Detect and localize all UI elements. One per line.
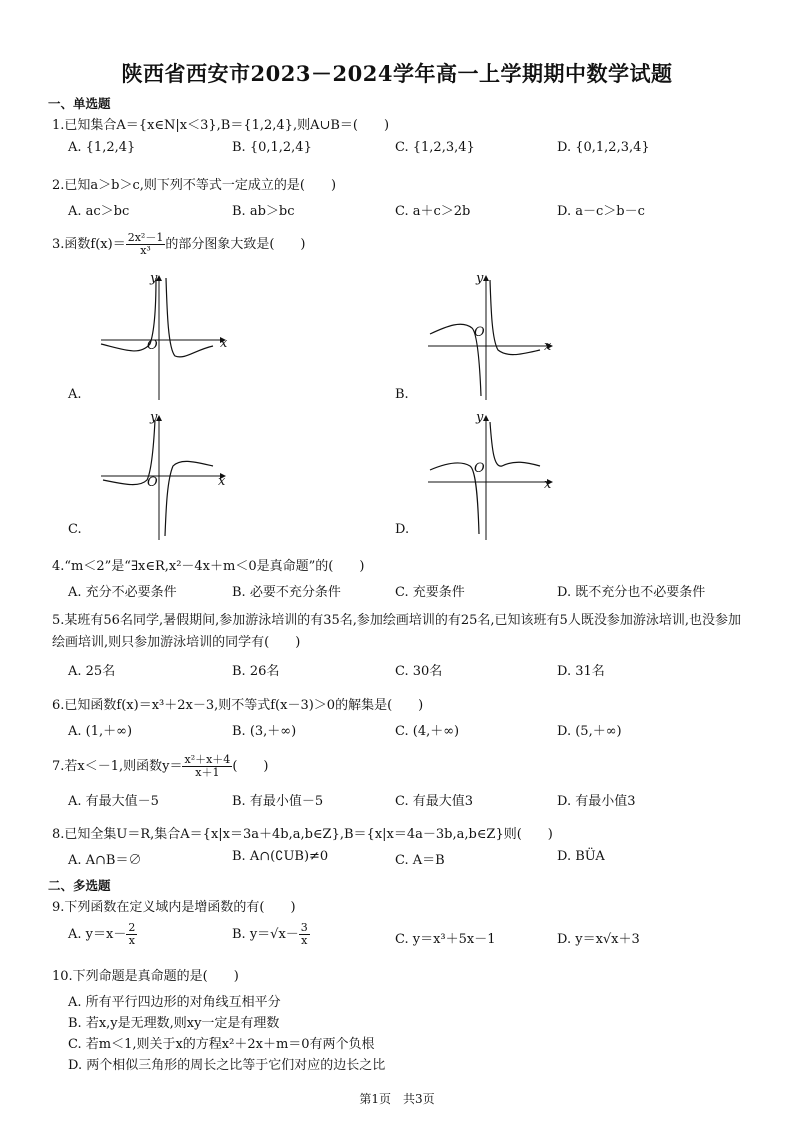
graph-d [422,410,562,545]
question-10-option-d: D. 两个相似三角形的周长之比等于它们对应的边长之比 [68,1058,386,1073]
question-5-option-a: A. 25名 [68,664,116,679]
question-9-option-a [68,922,137,947]
page-title: 陕西省西安市2023－2024学年高一上学期期中数学试题 [121,61,673,86]
denominator: x [301,934,308,947]
question-7-stem [52,754,268,779]
question-9-option-c: C. y＝x³＋5x－1 [395,932,496,947]
question-2-option-b: B. ab＞bc [232,204,295,219]
graph-d-option-label: D. [395,522,410,537]
graph-b-x-label: x [544,339,552,354]
graph-d-origin-label: O [474,461,485,476]
question-7-numerator: x²＋x＋4 [184,753,231,766]
graph-c-origin-label: O [147,475,158,490]
graph-a [95,270,235,405]
question-8-option-a: A. A∩B＝∅ [68,853,142,868]
question-4-option-c: C. 充要条件 [395,585,465,600]
curve-right [165,461,213,536]
numerator: 3 [300,921,308,934]
question-9-option-b [232,922,310,947]
question-6-option-c: C. (4,＋∞) [395,724,460,739]
question-8-stem: 8.已知全集U＝R,集合A＝{x|x＝3a＋4b,a,b∈Z},B＝{x|x＝4a－3b,a,b∈Z}则( ) [52,827,553,842]
question-8-option-d: D. BÜA [557,849,605,864]
question-5-option-b: B. 26名 [232,664,280,679]
question-9-stem: 9.下列函数在定义域内是增函数的有( ) [52,900,296,915]
question-4-option-b: B. 必要不充分条件 [232,585,341,600]
question-10-option-a: A. 所有平行四边形的对角线互相平分 [68,995,281,1010]
graph-a-origin-label: O [147,338,158,353]
question-6-option-a: A. (1,＋∞) [68,724,133,739]
graph-b-origin-label: O [474,325,485,340]
question-10-option-c: C. 若m＜1,则关于x的方程x²＋2x＋m＝0有两个负根 [68,1037,375,1052]
question-1-option-d: D. {0,1,2,3,4} [557,140,650,155]
question-7-stem-suffix: ( ) [232,759,269,774]
question-4-option-d: D. 既不充分也不必要条件 [557,585,706,600]
denominator: x [128,934,135,947]
question-7-option-a: A. 有最大值－5 [68,794,159,809]
question-10-stem: 10.下列命题是真命题的是( ) [52,969,239,984]
curve-right [166,278,213,357]
graph-b-option-label: B. [395,387,409,402]
graph-d-y-label: y [476,410,484,425]
question-7-option-c: C. 有最大值3 [395,794,474,809]
question-5-option-d: D. 31名 [557,664,605,679]
question-5-stem: 5.某班有56名同学,暑假期间,参加游泳培训的有35名,参加绘画培训的有25名,已知该班有5人既没参加游泳培训,也没参加绘画培训,则只参加游泳培训的同学有( ) [52,613,741,650]
question-7-option-d: D. 有最小值3 [557,794,636,809]
graph-d-x-label: x [544,477,552,492]
question-2-stem: 2.已知a＞b＞c,则下列不等式一定成立的是( ) [52,178,337,193]
curve-right [490,422,540,466]
page-footer: 第1页 共3页 [359,1092,435,1106]
question-7-option-b: B. 有最小值－5 [232,794,324,809]
question-9-option-d: D. y＝x√x＋3 [557,932,640,947]
question-5-option-c: C. 30名 [395,664,443,679]
question-2-option-c: C. a＋c＞2b [395,204,471,219]
question-7-fraction [182,754,232,779]
section-heading-multiple-choice: 二、多选题 [48,878,111,893]
question-3-fraction [126,232,166,257]
graph-a-option-label: A. [68,387,82,402]
numerator: 2 [128,921,136,934]
question-1-stem: 1.已知集合A＝{x∈N|x＜3},B＝{1,2,4},则A∪B＝( ) [52,118,390,133]
question-1-option-a: A. {1,2,4} [68,140,136,155]
section-heading-single-choice: 一、单选题 [48,96,111,111]
question-9-option-b-prefix: B. y＝√x－ [232,927,299,942]
question-8-option-b: B. A∩(∁UB)≠0 [232,849,329,864]
graph-b-y-label: y [476,271,484,286]
graph-a-x-label: x [220,336,228,351]
question-3-denominator: x³ [140,244,151,257]
question-6-option-d: D. (5,＋∞) [557,724,622,739]
graph-c [95,410,235,545]
question-9-option-a-fraction [126,922,137,947]
question-10-option-b: B. 若x,y是无理数,则xy一定是有理数 [68,1016,280,1031]
question-9-option-a-prefix: A. y＝x－ [68,927,127,942]
curve-right [490,280,540,355]
graph-a-y-label: y [150,271,158,286]
question-2-option-d: D. a－c＞b－c [557,204,645,219]
graph-c-x-label: x [218,474,226,489]
question-7-stem-prefix: 7.若x＜－1,则函数y＝ [52,759,183,774]
question-6-stem: 6.已知函数f(x)＝x³＋2x－3,则不等式f(x－3)＞0的解集是( ) [52,698,424,713]
question-2-option-a: A. ac＞bc [68,204,130,219]
question-9-option-b-fraction [299,922,310,947]
question-6-option-b: B. (3,＋∞) [232,724,297,739]
question-1-option-c: C. {1,2,3,4} [395,140,475,155]
question-3-stem-prefix: 3.函数f(x)＝ [52,237,126,252]
question-7-denominator: x＋1 [195,766,220,779]
question-3-stem-suffix: 的部分图象大致是( ) [165,237,306,252]
question-4-stem: 4.“m＜2”是“∃x∈R,x²－4x＋m＜0是真命题”的( ) [52,559,365,574]
question-8-option-c: C. A＝B [395,853,445,868]
graph-c-y-label: y [150,410,158,425]
curve-left [430,463,479,534]
graph-c-option-label: C. [68,522,82,537]
question-3-numerator: 2x²－1 [127,231,164,244]
question-1-option-b: B. {0,1,2,4} [232,140,312,155]
graph-b [422,270,562,405]
question-4-option-a: A. 充分不必要条件 [68,585,177,600]
question-3-stem [52,232,305,257]
